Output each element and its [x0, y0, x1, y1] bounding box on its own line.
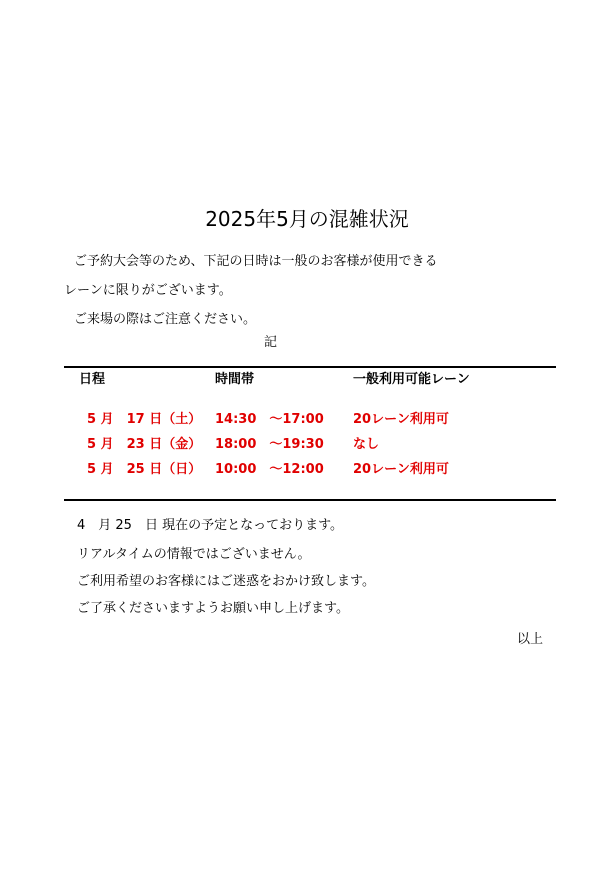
row-1-lanes: 20レーン利用可	[353, 412, 449, 427]
note-line-2: リアルタイムの情報ではございません。	[77, 547, 311, 562]
note-line-3: ご利用希望のお客様にはご迷惑をおかけ致します。	[77, 574, 375, 589]
row-1-date: 5 月 17 日（土）	[87, 412, 202, 427]
row-2-time: 18:00 ～19:30	[215, 437, 324, 452]
intro-line-2: レーンに限りがございます。	[64, 283, 232, 298]
row-3-date: 5 月 25 日（日）	[87, 462, 202, 477]
ki-heading: 記	[264, 335, 278, 350]
page-title: 2025年5月の混雑状況	[205, 207, 409, 231]
header-date: 日程	[79, 372, 106, 387]
row-1-time: 14:30 ～17:00	[215, 412, 324, 427]
row-2-lanes: なし	[353, 437, 380, 452]
header-lanes: 一般利用可能レーン	[353, 372, 470, 387]
row-3-lanes: 20レーン利用可	[353, 462, 449, 477]
intro-line-1: ご予約大会等のため、下記の日時は一般のお客様が使用できる	[74, 254, 438, 269]
row-2-date: 5 月 23 日（金）	[87, 437, 202, 452]
note-line-4: ご了承くださいますようお願い申し上げます。	[77, 601, 349, 616]
note-line-1: 4 月 25 日 現在の予定となっております。	[77, 518, 344, 533]
intro-line-3: ご来場の際はご注意ください。	[74, 312, 257, 327]
header-time: 時間帯	[215, 372, 255, 387]
row-3-time: 10:00 ～12:00	[215, 462, 324, 477]
table-top-rule	[64, 366, 556, 368]
table-bottom-rule	[64, 499, 556, 501]
closing-ijo: 以上	[517, 632, 544, 647]
